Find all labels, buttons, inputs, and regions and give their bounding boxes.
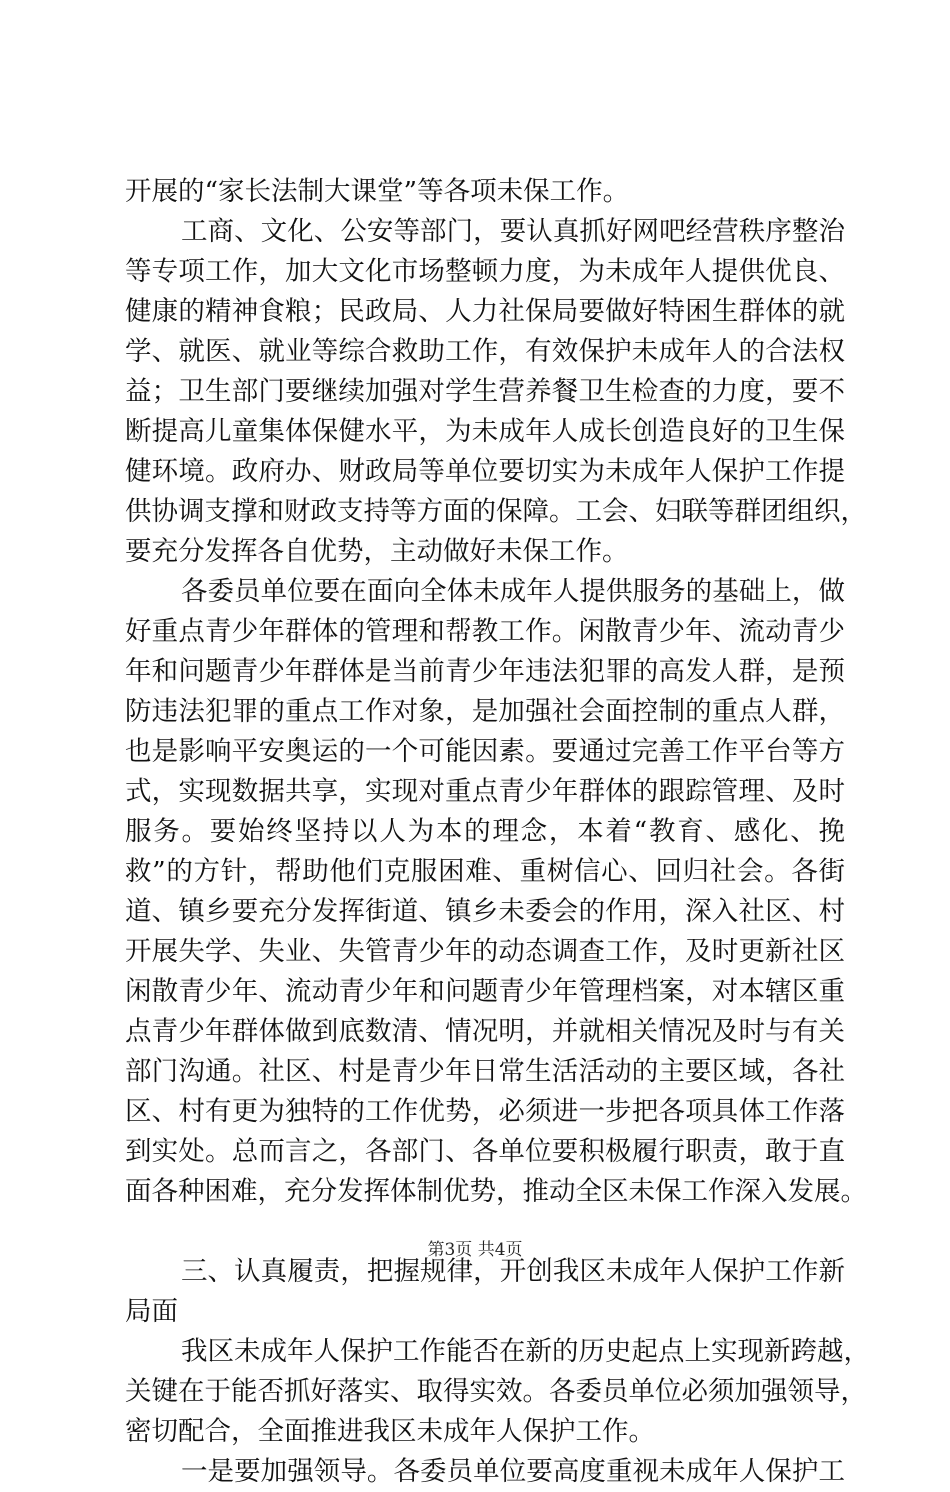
text-line: 救”的方针，帮助他们克服困难、重树信心、回归社会。各街 (125, 856, 845, 887)
text-line: 服务。要始终坚持以人为本的理念，本着“教育、感化、挽 (125, 816, 845, 847)
text-line: 密切配合，全面推进我区未成年人保护工作。 (125, 1416, 655, 1447)
text-line: 供协调支撑和财政支持等方面的保障。工会、妇联等群团组织， (125, 496, 867, 527)
text-line: 我区未成年人保护工作能否在新的历史起点上实现新跨越， (181, 1336, 870, 1367)
text-line: 三、认真履责，把握规律，开创我区未成年人保护工作新 (181, 1256, 845, 1287)
text-line: 开展失学、失业、失管青少年的动态调查工作，及时更新社区 (125, 936, 845, 967)
text-line: 开展的“家长法制大课堂”等各项未保工作。 (125, 176, 630, 207)
text-line: 防违法犯罪的重点工作对象，是加强社会面控制的重点人群， (125, 696, 845, 727)
page-footer: 第3页 共4页 (427, 1240, 523, 1260)
text-line: 面各种困难，充分发挥体制优势，推动全区未保工作深入发展。 (125, 1176, 867, 1207)
text-line: 工商、文化、公安等部门，要认真抓好网吧经营秩序整治 (181, 216, 845, 247)
text-line: 点青少年群体做到底数清、情况明，并就相关情况及时与有关 (125, 1016, 845, 1047)
text-line: 到实处。总而言之，各部门、各单位要积极履行职责，敢于直 (125, 1136, 845, 1167)
text-line: 也是影响平安奥运的一个可能因素。要通过完善工作平台等方 (125, 736, 845, 767)
text-line: 道、镇乡要充分发挥街道、镇乡未委会的作用，深入社区、村 (125, 896, 845, 927)
text-line: 区、村有更为独特的工作优势，必须进一步把各项具体工作落 (125, 1096, 845, 1127)
text-line: 年和问题青少年群体是当前青少年违法犯罪的高发人群，是预 (125, 656, 845, 687)
text-line: 健环境。政府办、财政局等单位要切实为未成年人保护工作提 (125, 456, 845, 487)
text-line: 断提高儿童集体保健水平，为未成年人成长创造良好的卫生保 (125, 416, 845, 447)
text-line: 好重点青少年群体的管理和帮教工作。闲散青少年、流动青少 (125, 616, 845, 647)
text-line: 学、就医、就业等综合救助工作，有效保护未成年人的合法权 (125, 336, 845, 367)
text-line: 健康的精神食粮；民政局、人力社保局要做好特困生群体的就 (125, 296, 845, 327)
text-line: 一是要加强领导。各委员单位要高度重视未成年人保护工 (181, 1456, 845, 1487)
text-line: 关键在于能否抓好落实、取得实效。各委员单位必须加强领导， (125, 1376, 867, 1407)
text-line: 式，实现数据共享，实现对重点青少年群体的跟踪管理、及时 (125, 776, 845, 807)
text-line: 等专项工作，加大文化市场整顿力度，为未成年人提供优良、 (125, 256, 845, 287)
text-line: 要充分发挥各自优势，主动做好未保工作。 (125, 536, 629, 567)
text-line: 益；卫生部门要继续加强对学生营养餐卫生检查的力度，要不 (125, 376, 845, 407)
text-line: 各委员单位要在面向全体未成年人提供服务的基础上，做 (181, 576, 845, 607)
text-line: 闲散青少年、流动青少年和问题青少年管理档案，对本辖区重 (125, 976, 845, 1007)
text-line: 部门沟通。社区、村是青少年日常生活活动的主要区域，各社 (125, 1056, 845, 1087)
text-line: 局面 (125, 1296, 178, 1327)
